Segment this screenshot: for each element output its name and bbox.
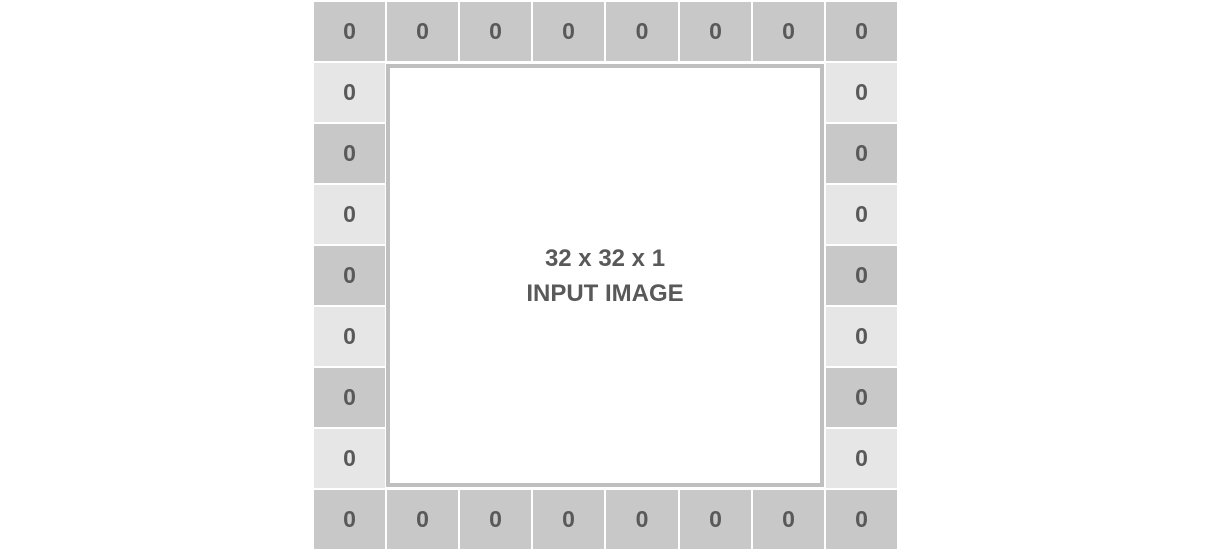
padding-cell-left-2: 0 bbox=[313, 184, 386, 245]
padding-cell-bottom-3: 0 bbox=[532, 489, 605, 550]
input-image-caption: INPUT IMAGE bbox=[526, 279, 684, 307]
padding-cell-bottom-1: 0 bbox=[386, 489, 459, 550]
padding-cell-top-4: 0 bbox=[605, 1, 679, 62]
padding-cell-bottom-5: 0 bbox=[679, 489, 752, 550]
padding-cell-left-5: 0 bbox=[313, 367, 386, 428]
padding-cell-top-7: 0 bbox=[825, 1, 898, 62]
padding-cell-top-5: 0 bbox=[679, 1, 752, 62]
padding-cell-bottom-7: 0 bbox=[825, 489, 898, 550]
padding-cell-left-4: 0 bbox=[313, 306, 386, 367]
padding-cell-top-1: 0 bbox=[386, 1, 459, 62]
padding-cell-left-3: 0 bbox=[313, 245, 386, 306]
input-dimensions-label: 32 x 32 x 1 bbox=[544, 244, 666, 272]
padding-cell-left-1: 0 bbox=[313, 123, 386, 184]
padding-cell-right-1: 0 bbox=[825, 123, 898, 184]
padding-cell-right-6: 0 bbox=[825, 428, 898, 489]
padding-cell-top-6: 0 bbox=[752, 1, 825, 62]
padding-cell-left-0: 0 bbox=[313, 62, 386, 123]
padding-cell-right-2: 0 bbox=[825, 184, 898, 245]
padding-cell-right-4: 0 bbox=[825, 306, 898, 367]
padding-cell-bottom-0: 0 bbox=[313, 489, 386, 550]
padding-cell-right-0: 0 bbox=[825, 62, 898, 123]
padding-cell-right-5: 0 bbox=[825, 367, 898, 428]
padding-cell-top-3: 0 bbox=[532, 1, 605, 62]
padding-cell-bottom-4: 0 bbox=[605, 489, 679, 550]
padding-cell-top-0: 0 bbox=[313, 1, 386, 62]
padding-cell-bottom-6: 0 bbox=[752, 489, 825, 550]
input-image-box bbox=[386, 64, 824, 487]
padding-cell-top-2: 0 bbox=[459, 1, 532, 62]
padding-cell-bottom-2: 0 bbox=[459, 489, 532, 550]
padding-cell-left-6: 0 bbox=[313, 428, 386, 489]
padding-cell-right-3: 0 bbox=[825, 245, 898, 306]
